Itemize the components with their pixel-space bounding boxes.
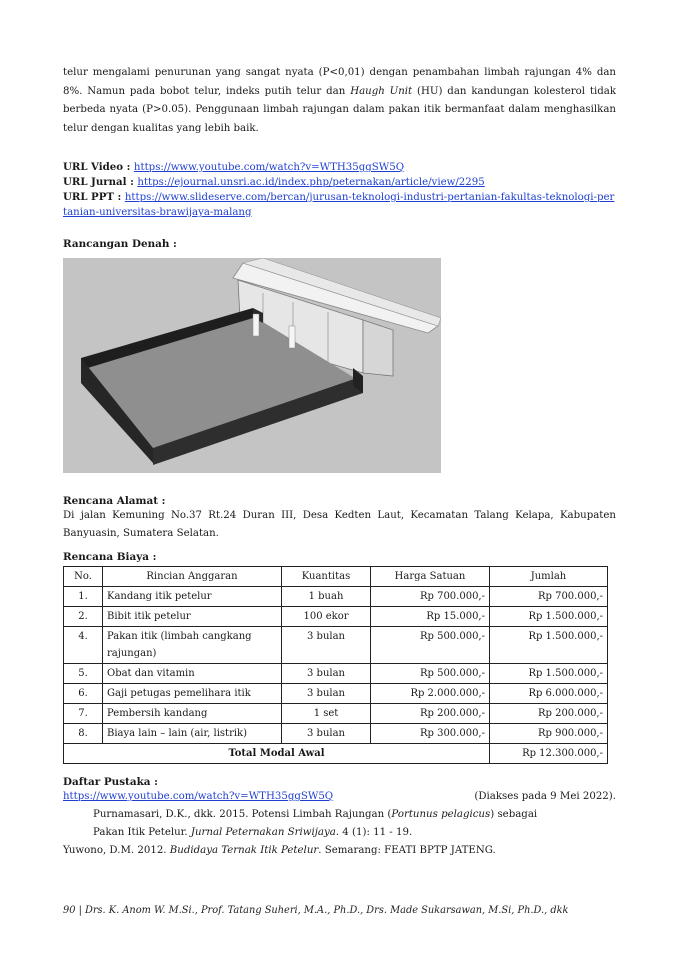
cell-rincian: Kandang itik petelur [103, 587, 282, 607]
cell-kuantitas: 3 bulan [282, 664, 371, 684]
cell-rincian: Obat dan vitamin [103, 664, 282, 684]
reference-3-part-a: Yuwono, D.M. 2012. [63, 845, 170, 856]
cell-no: 2. [64, 607, 103, 627]
cell-kuantitas: 1 set [282, 704, 371, 724]
reference-3 [63, 842, 616, 860]
cell-harga: Rp 15.000,- [371, 607, 490, 627]
table-row [64, 627, 608, 664]
budget-header-row [64, 567, 608, 587]
cell-no: 5. [64, 664, 103, 684]
floor-plan-image [63, 258, 441, 473]
reference-2-journal: Jurnal Peternakan Sriwijaya [190, 827, 336, 838]
denah-heading: Rancangan Denah : [63, 238, 177, 250]
total-row [64, 744, 608, 764]
intro-line-2b: (HU) dan [412, 85, 467, 97]
col-harga: Harga Satuan [371, 567, 490, 587]
url-ppt-row: URL PPT : https://www.slideserve.com/bercan/jurusan-teknologi-industri-pertanian-fakultas-teknologi-pertanian-universitas-brawijaya-malang [63, 191, 615, 218]
reference-3-part-b: . Semarang: FEATI BPTP JATENG. [318, 845, 496, 856]
col-jumlah: Jumlah [490, 567, 608, 587]
cell-rincian: Pakan itik (limbah cangkang rajungan) [103, 627, 282, 664]
cell-no: 8. [64, 724, 103, 744]
reference-2-part-a: Purnamasari, D.K., dkk. 2015. Potensi Limbah Rajungan ( [93, 809, 392, 820]
intro-line-1: telur mengalami penurunan yang sangat nyata (P<0,01) dengan penambahan limbah [63, 67, 520, 78]
total-value: Rp 12.300.000,- [490, 744, 608, 764]
reference-2-part-c: Pakan Itik Petelur. [93, 827, 191, 838]
pustaka-heading: Daftar Pustaka : [63, 776, 158, 788]
cell-harga: Rp 700.000,- [371, 587, 490, 607]
url-jurnal-link[interactable]: https://ejournal.unsri.ac.id/index.php/peternakan/article/view/2295 [137, 177, 485, 188]
reference-list [63, 788, 616, 860]
cell-rincian: Gaji petugas pemelihara itik [103, 684, 282, 704]
url-video-row: URL Video : https://www.youtube.com/watch?v=WTH35ggSW5Q [63, 161, 405, 173]
url-ppt-label: URL PPT [63, 191, 114, 203]
cell-harga: Rp 2.000.000,- [371, 684, 490, 704]
intro-line-2-italic: Haugh Unit [350, 85, 413, 97]
table-row [64, 684, 608, 704]
reference-2-species: Portunus pelagicus [391, 809, 491, 820]
url-jurnal-label: URL Jurnal [63, 176, 127, 188]
intro-line-4: pakan itik bermanfaat dalam menghasilkan telur dengan kualitas yang lebih baik. [63, 104, 616, 134]
cell-jumlah: Rp 900.000,- [490, 724, 608, 744]
cell-kuantitas: 1 buah [282, 587, 371, 607]
col-kuantitas: Kuantitas [282, 567, 371, 587]
document-page [63, 64, 616, 860]
url-ppt-link[interactable]: https://www.slideserve.com/bercan/jurusan-teknologi-industri-pertanian-fakultas-teknologi-pertanian-universitas-brawijaya-malang [63, 192, 615, 218]
cell-harga: Rp 500.000,- [371, 627, 490, 664]
url-jurnal-row: URL Jurnal : https://ejournal.unsri.ac.id/index.php/peternakan/article/view/2295 [63, 176, 485, 188]
cell-no: 4. [64, 627, 103, 664]
url-video-label: URL Video [63, 161, 124, 173]
table-row [64, 664, 608, 684]
cell-rincian: Bibit itik petelur [103, 607, 282, 627]
cell-kuantitas: 3 bulan [282, 627, 371, 664]
cell-jumlah: Rp 1.500.000,- [490, 627, 608, 664]
cell-no: 1. [64, 587, 103, 607]
total-label: Total Modal Awal [64, 744, 490, 764]
reference-2-part-b: ) sebagai [490, 809, 538, 820]
cell-kuantitas: 3 bulan [282, 724, 371, 744]
col-rincian: Rincian Anggaran [103, 567, 282, 587]
intro-line-3: kandungan kolesterol tidak berbeda nyata (P>0.05). Penggunaan limbah rajungan dalam [63, 85, 617, 115]
url-video-link[interactable]: https://www.youtube.com/watch?v=WTH35ggSW5Q [133, 162, 405, 173]
cell-no: 6. [64, 684, 103, 704]
intro-line-2a: rajungan 4% dan 8%. Namun pada bobot telur, indeks putih telur dan [63, 67, 616, 97]
biaya-heading: Rencana Biaya : [63, 551, 157, 563]
cell-jumlah: Rp 1.500.000,- [490, 664, 608, 684]
reference-2-part-d: . 4 (1): 11 - 19. [335, 827, 413, 838]
cell-jumlah: Rp 700.000,- [490, 587, 608, 607]
cell-jumlah: Rp 200.000,- [490, 704, 608, 724]
intro-paragraph [63, 64, 616, 138]
alamat-text: Di jalan Kemuning No.37 Rt.24 Duran III, Desa Kedten Laut, Kecamatan Talang Kelapa, Kabupaten Banyuasin, Sumatera Selatan. [63, 510, 616, 539]
cell-rincian: Biaya lain – lain (air, listrik) [103, 724, 282, 744]
cell-jumlah: Rp 1.500.000,- [490, 607, 608, 627]
reference-2 [63, 806, 616, 842]
cell-harga: Rp 500.000,- [371, 664, 490, 684]
alamat-heading: Rencana Alamat : [63, 495, 166, 507]
table-row [64, 704, 608, 724]
cell-rincian: Pembersih kandang [103, 704, 282, 724]
col-no: No. [64, 567, 103, 587]
url-list [63, 160, 616, 220]
page-footer: 90 | Drs. K. Anom W. M.Si., Prof. Tatang Suheri, M.A., Ph.D., Drs. Made Sukarsawan, M.Si, Ph.D., dkk [63, 905, 569, 916]
reference-3-title: Budidaya Ternak Itik Petelur [169, 845, 319, 856]
cell-kuantitas: 100 ekor [282, 607, 371, 627]
budget-table [63, 566, 608, 764]
reference-1-link[interactable]: https://www.youtube.com/watch?v=WTH35ggSW5Q [63, 791, 334, 802]
reference-1 [63, 788, 616, 806]
cell-jumlah: Rp 6.000.000,- [490, 684, 608, 704]
cell-kuantitas: 3 bulan [282, 684, 371, 704]
table-row [64, 724, 608, 744]
cell-harga: Rp 200.000,- [371, 704, 490, 724]
table-row [64, 607, 608, 627]
reference-1-access: (Diakses pada 9 Mei 2022). [474, 791, 616, 802]
cell-harga: Rp 300.000,- [371, 724, 490, 744]
table-row [64, 587, 608, 607]
floor-plan-render-icon [63, 258, 441, 473]
cell-no: 7. [64, 704, 103, 724]
